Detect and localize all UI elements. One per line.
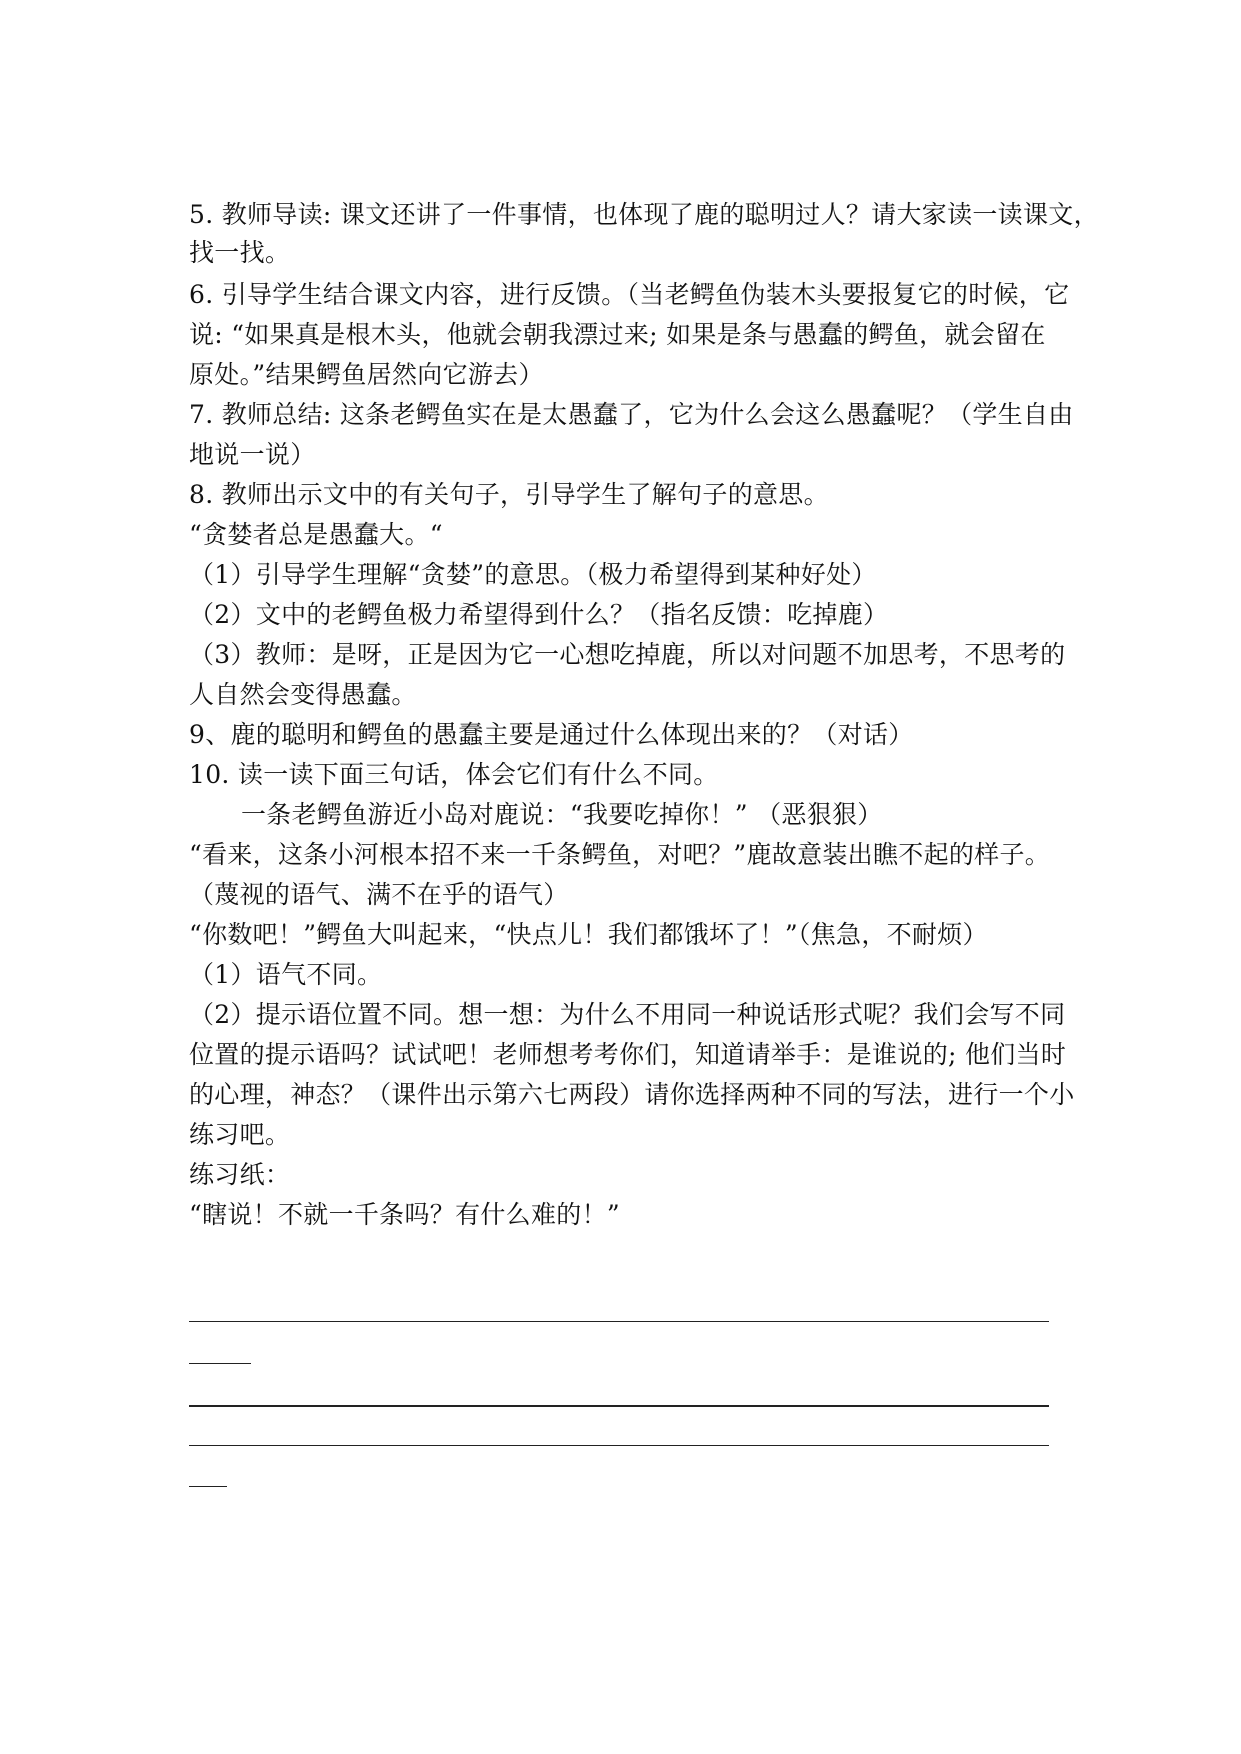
answer-line: [189, 1405, 1049, 1407]
text-line: （2）提示语位置不同。想一想：为什么不用同一种说话形式呢？我们会写不同: [189, 1000, 1066, 1029]
text-line: “瞎说！不就一千条吗？有什么难的！”: [189, 1200, 620, 1229]
text-line: 说: “如果真是根木头，他就会朝我漂过来; 如果是条与愚蠢的鳄鱼，就会留在: [189, 320, 1046, 349]
text-line: 人自然会变得愚蠢。: [189, 680, 417, 709]
text-line: 地说一说）: [189, 440, 316, 469]
text-line: （1）语气不同。: [189, 960, 383, 989]
text-line: 9、鹿的聪明和鳄鱼的愚蠢主要是通过什么体现出来的？（对话）: [189, 720, 914, 749]
text-line: 练习纸：: [189, 1160, 291, 1189]
answer-line-end: [189, 1363, 251, 1364]
text-line: 10. 读一读下面三句话，体会它们有什么不同。: [189, 760, 719, 789]
text-line: （蔑视的语气、满不在乎的语气）: [189, 880, 569, 909]
text-line: （3）教师：是呀，正是因为它一心想吃掉鹿，所以对问题不加思考，不思考的: [189, 640, 1066, 669]
text-line: “你数吧！”鳄鱼大叫起来，“快点儿！我们都饿坏了！”（焦急，不耐烦）: [189, 920, 988, 949]
answer-line-end: [189, 1486, 227, 1487]
text-line: （2）文中的老鳄鱼极力希望得到什么？（指名反馈：吃掉鹿）: [189, 600, 889, 629]
text-line: 找一找。: [189, 238, 291, 267]
text-line: 的心理，神态？（课件出示第六七两段）请你选择两种不同的写法，进行一个小: [189, 1080, 1075, 1109]
text-line: 原处。”结果鳄鱼居然向它游去）: [189, 360, 544, 389]
text-line: 5. 教师导读: 课文还讲了一件事情，也体现了鹿的聪明过人？请大家读一读课文，: [189, 200, 1099, 229]
text-line: 练习吧。: [189, 1120, 291, 1149]
text-line: 一条老鳄鱼游近小岛对鹿说：“我要吃掉你！” （恶狠狠）: [241, 800, 883, 829]
text-line: 7. 教师总结: 这条老鳄鱼实在是太愚蠢了，它为什么会这么愚蠢呢？（学生自由: [189, 400, 1074, 429]
text-line: “看来，这条小河根本招不来一千条鳄鱼，对吧？”鹿故意装出瞧不起的样子。: [189, 840, 1051, 869]
text-line: 位置的提示语吗？试试吧！老师想考考你们，知道请举手：是谁说的; 他们当时: [189, 1040, 1067, 1069]
text-line: “贪婪者总是愚蠢大。“: [189, 520, 443, 549]
text-line: （1）引导学生理解“贪婪”的意思。（极力希望得到某种好处）: [189, 560, 877, 589]
answer-line: [189, 1321, 1049, 1322]
text-line: 6. 引导学生结合课文内容，进行反馈。（当老鳄鱼伪装木头要报复它的时候，它: [189, 280, 1070, 309]
answer-line: [189, 1445, 1049, 1446]
text-line: 8. 教师出示文中的有关句子，引导学生了解句子的意思。: [189, 480, 829, 509]
